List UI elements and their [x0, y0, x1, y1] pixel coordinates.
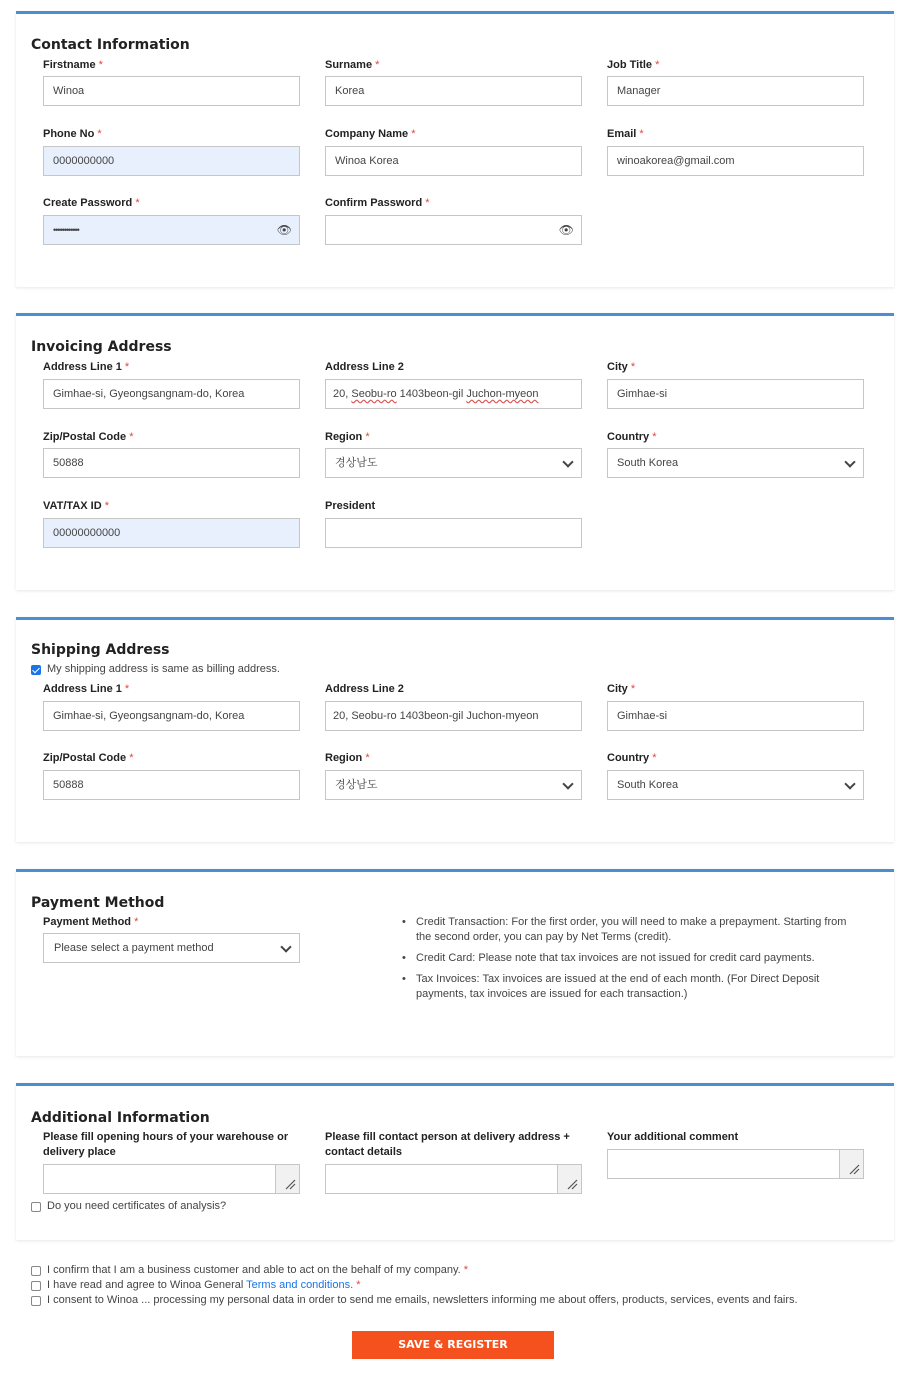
- surname-label: Surname *: [325, 59, 380, 71]
- payment-method-placeholder: Please select a payment method: [54, 942, 214, 954]
- invoicing-section-title: Invoicing Address: [31, 339, 172, 355]
- resize-grip-icon[interactable]: [557, 1165, 581, 1193]
- invoicing-region-label: Region *: [325, 431, 370, 443]
- shipping-zip-label: Zip/Postal Code *: [43, 752, 134, 764]
- create-password-label: Create Password *: [43, 197, 140, 209]
- shipping-address1-label: Address Line 1 *: [43, 683, 130, 695]
- invoicing-address2-label: Address Line 2: [325, 361, 404, 373]
- shipping-country-label: Country *: [607, 752, 657, 764]
- job-title-input[interactable]: Manager: [607, 76, 864, 106]
- certificates-checkbox[interactable]: [31, 1202, 41, 1212]
- save-register-button[interactable]: SAVE & REGISTER: [352, 1331, 554, 1359]
- invoicing-address1-input[interactable]: Gimhae-si, Gyeongsangnam-do, Korea: [43, 379, 300, 409]
- invoicing-city-label: City *: [607, 361, 636, 373]
- invoicing-zip-label: Zip/Postal Code *: [43, 431, 134, 443]
- shipping-address1-input[interactable]: Gimhae-si, Gyeongsangnam-do, Korea: [43, 701, 300, 731]
- comment-textarea[interactable]: [607, 1149, 864, 1179]
- confirm-password-input[interactable]: [325, 215, 582, 245]
- chevron-down-icon: [280, 941, 291, 952]
- shipping-region-select[interactable]: [325, 770, 582, 800]
- president-label: President: [325, 500, 376, 512]
- invoicing-region-select[interactable]: [325, 448, 582, 478]
- shipping-region-label: Region *: [325, 752, 370, 764]
- additional-section-title: Additional Information: [31, 1110, 210, 1126]
- contact-section-title: Contact Information: [31, 37, 190, 53]
- contact-person-textarea[interactable]: [325, 1164, 582, 1194]
- business-consent-checkbox[interactable]: [31, 1266, 41, 1276]
- job-title-label: Job Title *: [607, 59, 660, 71]
- certificates-label: Do you need certificates of analysis?: [47, 1200, 227, 1212]
- invoicing-region-value: 경상남도: [335, 457, 378, 469]
- shipping-section-title: Shipping Address: [31, 642, 170, 658]
- phone-input[interactable]: 0000000000: [43, 146, 300, 176]
- eye-icon[interactable]: 👁: [558, 223, 574, 237]
- resize-grip-icon[interactable]: [275, 1165, 299, 1193]
- company-label: Company Name *: [325, 128, 416, 140]
- president-input[interactable]: [325, 518, 582, 548]
- resize-grip-icon[interactable]: [839, 1150, 863, 1178]
- firstname-input[interactable]: Winoa: [43, 76, 300, 106]
- eye-icon[interactable]: 👁: [276, 223, 292, 237]
- terms-consent-checkbox[interactable]: [31, 1281, 41, 1291]
- invoicing-country-label: Country *: [607, 431, 657, 443]
- chevron-down-icon: [562, 456, 573, 467]
- business-consent-label: I confirm that I am a business customer and able to act on the behalf of my company. *: [47, 1264, 469, 1276]
- confirm-password-label: Confirm Password *: [325, 197, 430, 209]
- invoicing-zip-input[interactable]: 50888: [43, 448, 300, 478]
- email-label: Email *: [607, 128, 644, 140]
- shipping-country-select[interactable]: [607, 770, 864, 800]
- shipping-address2-label: Address Line 2: [325, 683, 404, 695]
- surname-input[interactable]: Korea: [325, 76, 582, 106]
- comment-label: Your additional comment: [607, 1131, 739, 1143]
- same-as-billing-label: My shipping address is same as billing address.: [47, 663, 280, 675]
- vat-input[interactable]: 00000000000: [43, 518, 300, 548]
- opening-hours-label: Please fill opening hours of your warehouse or delivery place: [43, 1131, 289, 1158]
- invoicing-city-input[interactable]: Gimhae-si: [607, 379, 864, 409]
- create-password-value: ••••••••••••: [53, 225, 79, 235]
- payment-note: • Credit Card: Please note that tax invoices are not issued for credit card payments.: [400, 951, 855, 966]
- same-as-billing-checkbox[interactable]: [31, 665, 41, 675]
- shipping-city-input[interactable]: Gimhae-si: [607, 701, 864, 731]
- payment-notes: [400, 915, 855, 1008]
- chevron-down-icon: [844, 456, 855, 467]
- payment-note: • Credit Transaction: For the first order, you will need to make a prepayment. Starting from the second order, you can pay by Net Terms (credit).: [400, 915, 855, 945]
- invoicing-address2-input[interactable]: 20, Seobu-ro 1403beon-gil Juchon-myeon: [325, 379, 582, 409]
- marketing-consent-checkbox[interactable]: [31, 1296, 41, 1306]
- chevron-down-icon: [562, 778, 573, 789]
- payment-section-title: Payment Method: [31, 895, 165, 911]
- company-input[interactable]: Winoa Korea: [325, 146, 582, 176]
- opening-hours-textarea[interactable]: [43, 1164, 300, 1194]
- phone-label: Phone No *: [43, 128, 102, 140]
- email-input[interactable]: winoakorea@gmail.com: [607, 146, 864, 176]
- create-password-input[interactable]: [43, 215, 300, 245]
- contact-person-label: Please fill contact person at delivery address + contact details: [325, 1131, 570, 1158]
- shipping-region-value: 경상남도: [335, 779, 378, 791]
- payment-note: • Tax Invoices: Tax invoices are issued at the end of each month. (For Direct Deposit payments, tax invoices are issued for each transaction.): [400, 972, 855, 1002]
- payment-method-select[interactable]: [43, 933, 300, 963]
- marketing-consent-label: I consent to Winoa ... processing my personal data in order to send me emails, newsletters informing me about offers, products, services, events and fairs.: [47, 1294, 798, 1306]
- firstname-label: Firstname *: [43, 59, 103, 71]
- vat-label: VAT/TAX ID *: [43, 500, 110, 512]
- invoicing-address1-label: Address Line 1 *: [43, 361, 130, 373]
- terms-consent-label: I have read and agree to Winoa General Terms and conditions. *: [47, 1279, 361, 1291]
- shipping-city-label: City *: [607, 683, 636, 695]
- invoicing-country-value: South Korea: [617, 457, 679, 469]
- chevron-down-icon: [844, 778, 855, 789]
- shipping-country-value: South Korea: [617, 779, 679, 791]
- shipping-zip-input[interactable]: 50888: [43, 770, 300, 800]
- shipping-address2-input[interactable]: 20, Seobu-ro 1403beon-gil Juchon-myeon: [325, 701, 582, 731]
- terms-link[interactable]: Terms and conditions.: [246, 1279, 354, 1291]
- payment-method-label: Payment Method *: [43, 916, 139, 928]
- invoicing-country-select[interactable]: [607, 448, 864, 478]
